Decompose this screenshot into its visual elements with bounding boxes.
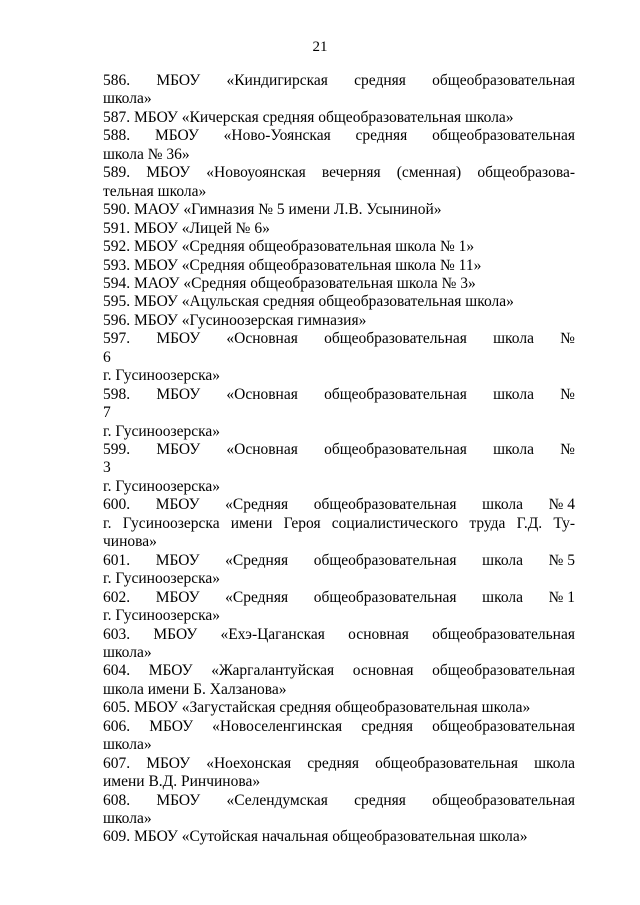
word: «Основная [226, 441, 298, 458]
text-line: 6 [103, 348, 111, 366]
text-line [103, 792, 575, 810]
word: Г.Д. [516, 514, 543, 532]
word: общеобразовательная [432, 127, 575, 145]
word: «Ехэ-Цаганская [220, 625, 325, 643]
text-line [103, 330, 575, 348]
word: школа [493, 330, 534, 348]
word: 597. [103, 330, 131, 348]
word: МБОУ [153, 625, 198, 643]
word: «Новоуоянская [206, 164, 306, 182]
word: средняя [361, 717, 414, 735]
word: № 1 [548, 588, 575, 606]
word: 599. [103, 441, 131, 458]
text-line: школа имени Б. Халзанова» [103, 680, 287, 698]
page-number: 21 [312, 39, 328, 55]
text-line: 3 [103, 459, 111, 477]
word: «Новоселенгинская [212, 717, 343, 735]
word: 604. [103, 662, 131, 680]
word: № [560, 330, 575, 348]
text-line: тельная школа» [103, 182, 207, 200]
word: общеобразова- [477, 164, 575, 182]
text-line [103, 496, 575, 514]
text-line [103, 589, 575, 607]
text-line: 587. МБОУ «Кичерская средняя общеобразовательная школа» [103, 108, 514, 126]
word: «Средняя [225, 551, 289, 569]
word: МБОУ [156, 330, 201, 348]
text-line [103, 626, 575, 644]
word: общеобразовательная [375, 754, 518, 772]
text-line: 605. МБОУ «Загустайская средняя общеобразовательная школа» [103, 699, 531, 717]
word: МБОУ [149, 717, 194, 735]
text-line [103, 515, 575, 533]
word: Гусиноозерска [122, 514, 220, 532]
word: социалистического [331, 514, 459, 532]
word: средняя [355, 127, 408, 145]
text-line: 593. МБОУ «Средняя общеобразовательная школа № 11» [103, 256, 482, 274]
text-line: г. Гусиноозерска» [103, 477, 221, 495]
text-line [103, 72, 575, 90]
word: общеобразовательная [313, 496, 457, 514]
word: 607. [103, 754, 131, 772]
word: вечерняя [321, 164, 381, 182]
word: общеобразовательная [313, 588, 457, 606]
text-line: школа № 36» [103, 145, 190, 163]
word: № [560, 385, 575, 403]
text-line: 594. МАОУ «Средняя общеобразовательная школа № 3» [103, 274, 476, 292]
text-line: чинова» [103, 533, 157, 551]
word: общеобразовательная [432, 625, 575, 643]
text-line: 590. МАОУ «Гимназия № 5 имени Л.В. Усыниной» [103, 201, 442, 219]
text-line: 609. МБОУ «Сутойская начальная общеобразовательная школа» [103, 828, 528, 846]
word: 608. [103, 791, 131, 809]
text-line [103, 662, 575, 680]
word: школа [493, 385, 534, 403]
word: «Селендумская [226, 791, 328, 809]
word: «Ноехонская [206, 754, 292, 772]
word: МБОУ [146, 164, 191, 182]
word: общеобразовательная [432, 717, 575, 735]
word: МБОУ [155, 551, 200, 569]
text-line: г. Гусиноозерска» [103, 367, 221, 385]
word: МБОУ [155, 588, 200, 606]
text-line [103, 755, 575, 773]
text-line [103, 718, 575, 736]
word: 589. [103, 164, 131, 182]
text-line [103, 552, 575, 570]
word: 601. [103, 551, 131, 569]
text-line: 7 [103, 404, 111, 422]
word: МБОУ [146, 754, 191, 772]
word: г. [103, 514, 112, 532]
word: № 5 [548, 551, 575, 569]
word: МБОУ [156, 441, 201, 458]
word: школа [534, 754, 575, 772]
word: МБОУ [156, 72, 201, 89]
word: общеобразовательная [324, 385, 467, 403]
text-line: 592. МБОУ «Средняя общеобразовательная школа № 1» [103, 238, 475, 256]
word: «Средняя [225, 496, 289, 514]
text-line [103, 386, 575, 404]
word: школа [493, 441, 534, 458]
word: общеобразовательная [432, 791, 575, 809]
text-line: 595. МБОУ «Ацульская средняя общеобразовательная школа» [103, 293, 514, 311]
word: (сменная) [396, 164, 462, 182]
word: № 4 [548, 496, 575, 514]
word: Героя [283, 514, 321, 532]
word: МБОУ [154, 127, 199, 145]
word: «Киндигирская [226, 72, 328, 89]
text-line [103, 127, 575, 145]
word: 588. [103, 127, 131, 145]
word: МБОУ [148, 662, 193, 680]
word: «Средняя [225, 588, 289, 606]
word: МБОУ [156, 791, 201, 809]
word: 600. [103, 496, 131, 514]
word: основная [352, 662, 414, 680]
text-line: школа» [103, 810, 152, 827]
word: труда [469, 514, 506, 532]
text-line [103, 441, 575, 459]
text-line: школа» [103, 90, 152, 108]
word: «Жаргалантуйская [211, 662, 335, 680]
word: общеобразовательная [324, 441, 467, 458]
text-line: 591. МБОУ «Лицей № 6» [103, 219, 270, 237]
word: общеобразовательная [432, 72, 575, 89]
word: «Основная [226, 385, 298, 403]
text-line: г. Гусиноозерска» [103, 422, 221, 440]
text-line: 596. МБОУ «Гусиноозерская гимназия» [103, 311, 367, 329]
word: 586. [103, 72, 131, 89]
word: МБОУ [155, 496, 200, 514]
text-line: школа» [103, 736, 152, 754]
text-line [103, 164, 575, 182]
word: № [560, 441, 575, 458]
word: 606. [103, 717, 131, 735]
word: имени [230, 514, 273, 532]
word: средняя [307, 754, 360, 772]
word: общеобразовательная [432, 662, 575, 680]
word: Ту- [553, 514, 575, 532]
word: 603. [103, 625, 131, 643]
word: школа [482, 496, 523, 514]
word: средняя [354, 72, 406, 89]
text-line: г. Гусиноозерска» [103, 607, 221, 625]
text-line: имени В.Д. Ринчинова» [103, 773, 261, 791]
word: общеобразовательная [313, 551, 457, 569]
word: школа [482, 588, 523, 606]
word: «Основная [226, 330, 298, 348]
word: МБОУ [156, 385, 201, 403]
word: 598. [103, 385, 131, 403]
word: «Ново-Уоянская [223, 127, 331, 145]
text-line: г. Гусиноозерска» [103, 570, 221, 588]
word: средняя [354, 791, 406, 809]
word: общеобразовательная [324, 330, 467, 348]
word: школа [482, 551, 523, 569]
word: основная [348, 625, 409, 643]
word: 602. [103, 588, 131, 606]
text-line: школа» [103, 643, 152, 661]
